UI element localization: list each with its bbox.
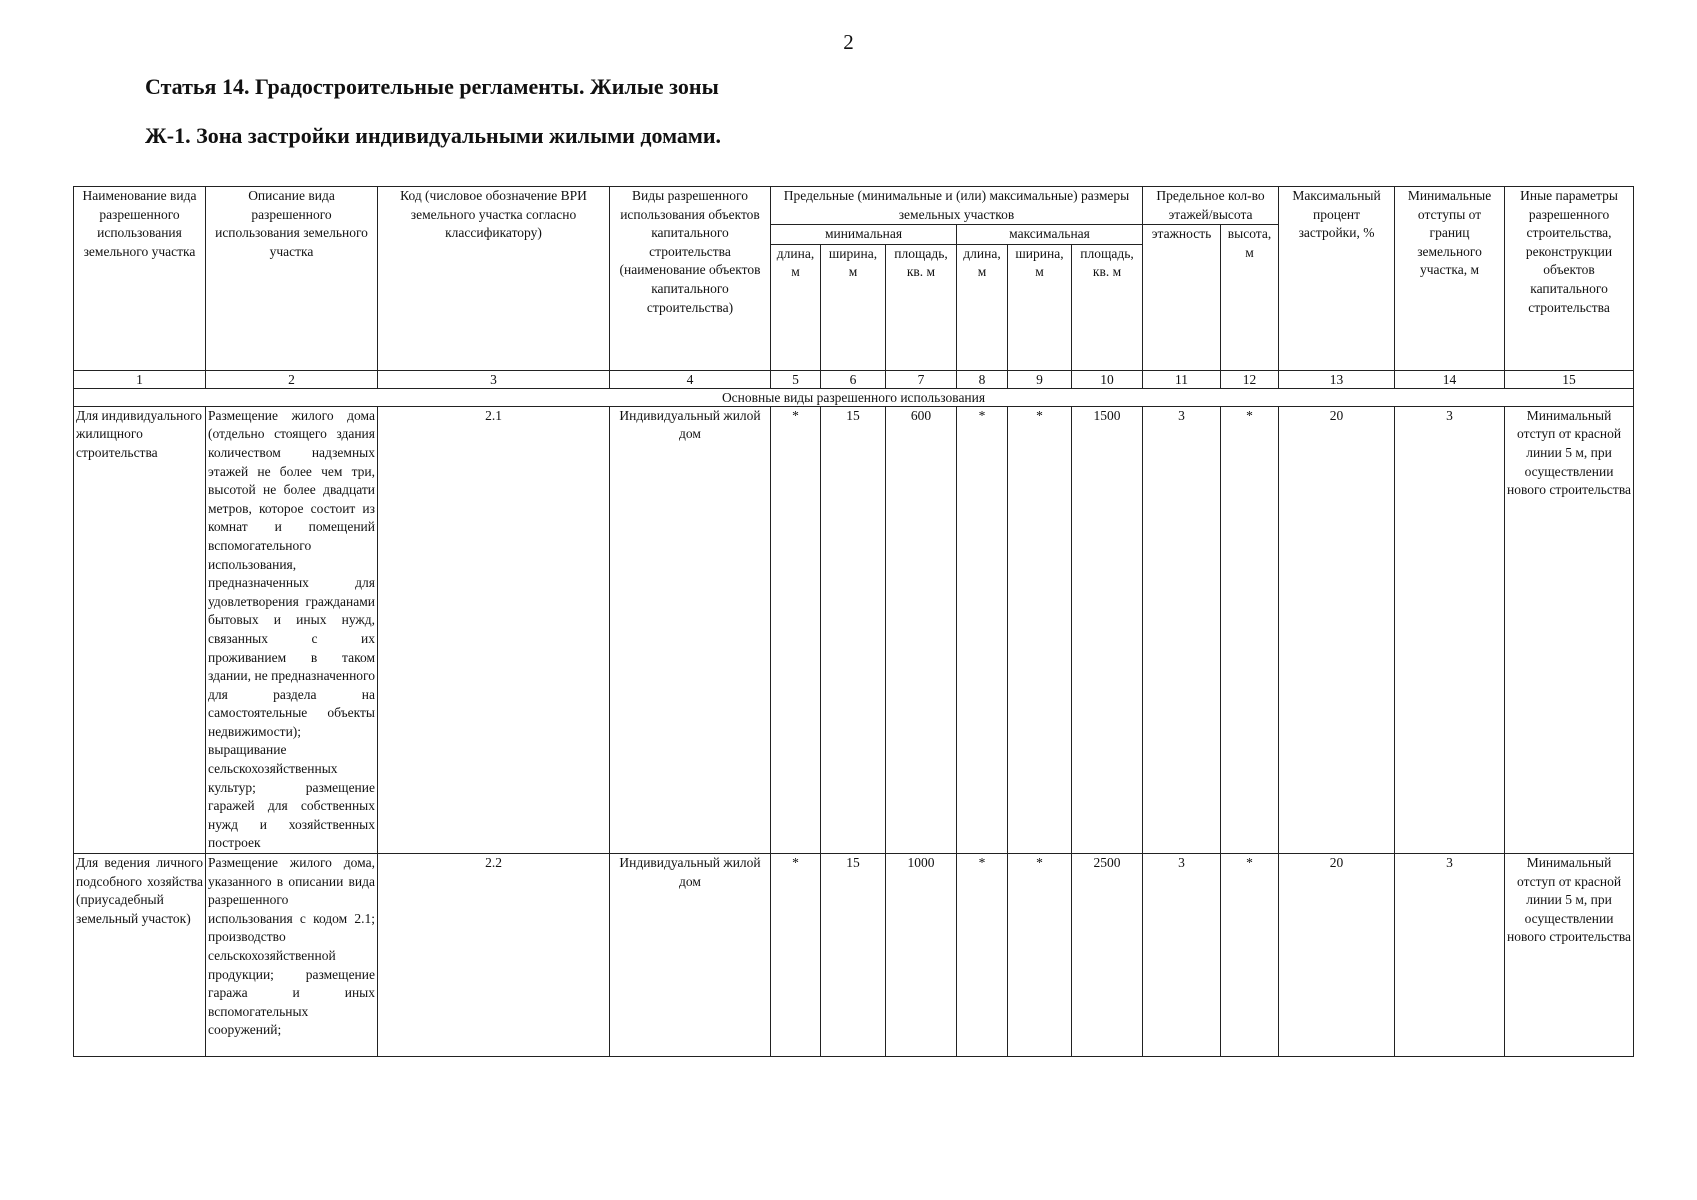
cell-name: Для индивидуального жилищного строительства [74,406,206,853]
cell-max-area: 2500 [1072,854,1143,1057]
cell-min-width: 15 [821,406,886,853]
column-number: 6 [821,370,886,388]
cell-percent: 20 [1279,406,1395,853]
cell-max-length: * [957,406,1008,853]
header-max-width: ширина, м [1008,244,1072,370]
column-number: 1 [74,370,206,388]
column-number: 4 [610,370,771,388]
header-limit-sizes: Предельные (минимальные и (или) максимальные) размеры земельных участков [771,187,1143,225]
header-min-length: длина, м [771,244,821,370]
header-min-area: площадь, кв. м [886,244,957,370]
header-floors-height: Предельное кол-во этажей/высота [1143,187,1279,225]
column-number: 15 [1505,370,1634,388]
column-number: 9 [1008,370,1072,388]
cell-offset: 3 [1395,854,1505,1057]
header-min-offsets: Минимальные отступы от границ земельного участка, м [1395,187,1505,371]
cell-max-length: * [957,854,1008,1057]
header-description: Описание вида разрешенного использования земельного участка [206,187,378,371]
article-title: Статья 14. Градостроительные регламенты. Жилые зоны [145,74,719,99]
cell-code: 2.1 [378,406,610,853]
cell-description: Размещение жилого дома, указанного в описании вида разрешенного использования с кодом 2.1; производство сельскохозяйственной продукции; размещение гаража и иных вспомогательных сооружений; [206,854,378,1057]
cell-height: * [1221,854,1279,1057]
column-number: 8 [957,370,1008,388]
header-max-length: длина, м [957,244,1008,370]
column-number: 11 [1143,370,1221,388]
cell-min-area: 600 [886,406,957,853]
column-number: 2 [206,370,378,388]
column-number-row [74,370,1634,388]
header-max-percent: Максимальный процент застройки, % [1279,187,1395,371]
cell-offset: 3 [1395,406,1505,853]
header-min-width: ширина, м [821,244,886,370]
header-floors: этажность [1143,225,1221,371]
cell-other: Минимальный отступ от красной линии 5 м, при осуществлении нового строительства [1505,854,1634,1057]
column-number: 7 [886,370,957,388]
cell-code: 2.2 [378,854,610,1057]
cell-max-width: * [1008,406,1072,853]
column-number: 3 [378,370,610,388]
cell-floors: 3 [1143,406,1221,853]
header-name: Наименование вида разрешенного использования земельного участка [74,187,206,371]
cell-height: * [1221,406,1279,853]
header-height: высота, м [1221,225,1279,371]
page-number: 2 [843,30,854,54]
header-max-area: площадь, кв. м [1072,244,1143,370]
cell-min-width: 15 [821,854,886,1057]
column-number: 13 [1279,370,1395,388]
column-number: 10 [1072,370,1143,388]
table-row [74,406,1634,853]
header-min: минимальная [771,225,957,245]
header-max: максимальная [957,225,1143,245]
header-code: Код (числовое обозначение ВРИ земельного участка согласно классификатору) [378,187,610,371]
cell-max-area: 1500 [1072,406,1143,853]
zone-title: Ж-1. Зона застройки индивидуальными жилыми домами. [145,123,722,148]
cell-name: Для ведения личного подсобного хозяйства (приусадебный земельный участок) [74,854,206,1057]
section-title: Основные виды разрешенного использования [74,388,1634,406]
header-permitted-kinds: Виды разрешенного использования объектов капитального строительства (наименование объектов капитального строительства) [610,187,771,371]
cell-kind: Индивидуальный жилой дом [610,854,771,1057]
cell-min-length: * [771,406,821,853]
cell-kind: Индивидуальный жилой дом [610,406,771,853]
cell-percent: 20 [1279,854,1395,1057]
cell-max-width: * [1008,854,1072,1057]
cell-min-area: 1000 [886,854,957,1057]
column-number: 5 [771,370,821,388]
table-row [74,854,1634,1057]
regulations-table [73,186,1634,1057]
cell-other: Минимальный отступ от красной линии 5 м, при осуществлении нового строительства [1505,406,1634,853]
column-number: 12 [1221,370,1279,388]
header-other-params: Иные параметры разрешенного строительства, реконструкции объектов капитального строительства [1505,187,1634,371]
column-number: 14 [1395,370,1505,388]
cell-description: Размещение жилого дома (отдельно стоящего здания количеством надземных этажей не более чем три, высотой не более двадцати метров, которое состоит из комнат и помещений вспомогательного использования, предназначенных для удовлетворения гражданами бытовых и иных нужд, связанных с их проживанием в таком здании, не предназначенного для раздела на самостоятельные объекты недвижимости); выращивание сельскохозяйственных культур; размещение гаражей для собственных нужд и хозяйственных построек [206,406,378,853]
cell-floors: 3 [1143,854,1221,1057]
cell-min-length: * [771,854,821,1057]
